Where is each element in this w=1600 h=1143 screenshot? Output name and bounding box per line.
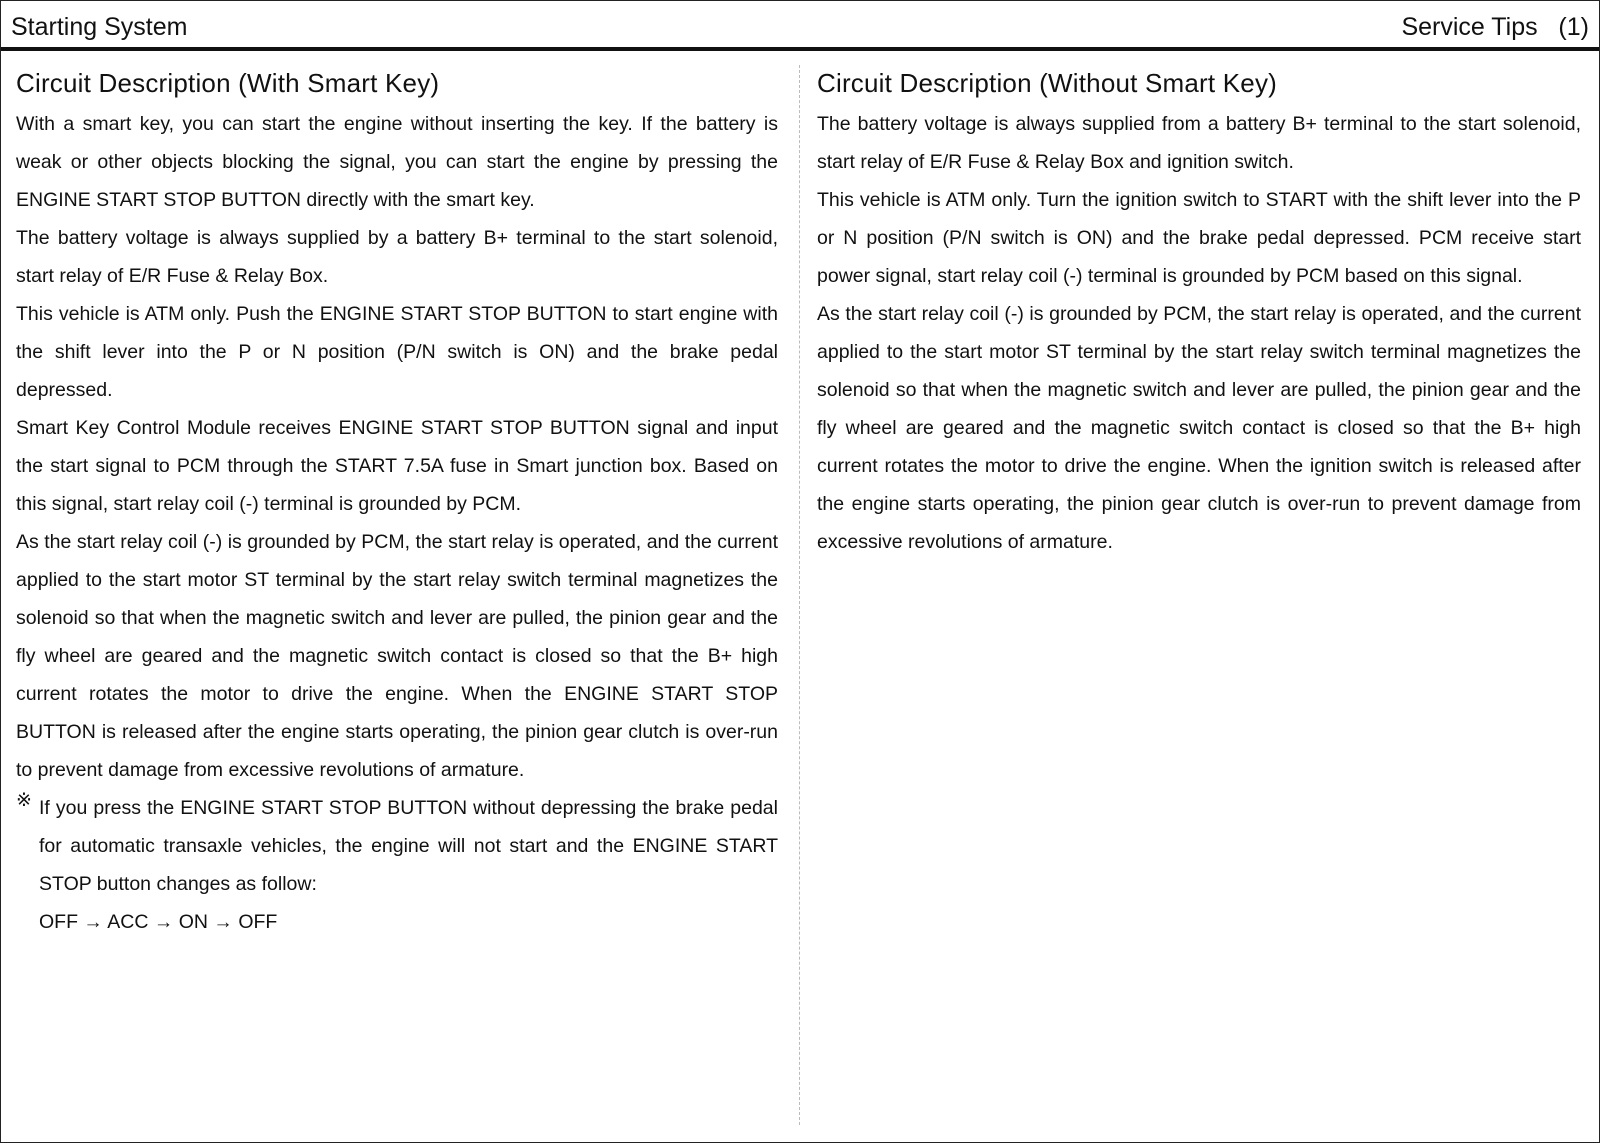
page-header <box>1 1 1599 51</box>
paragraph: The battery voltage is always supplied from a battery B+ terminal to the start solenoid, start relay of E/R Fuse & Relay Box and ignition switch. <box>817 113 1581 173</box>
button-state-sequence: OFF → ACC → ON → OFF <box>39 911 278 933</box>
paragraph: This vehicle is ATM only. Push the ENGINE START STOP BUTTON to start engine with the shift lever into the P or N position (P/N switch is ON) and the brake pedal depressed. <box>16 303 778 401</box>
page-label: Service Tips (1) <box>1401 13 1589 41</box>
paragraph: The battery voltage is always supplied by a battery B+ terminal to the start solenoid, start relay of E/R Fuse & Relay Box. <box>16 227 778 287</box>
right-column-heading: Circuit Description (Without Smart Key) <box>817 68 1278 98</box>
reference-mark-icon: ※ <box>16 790 32 811</box>
section-title: Starting System <box>11 13 188 41</box>
paragraph: This vehicle is ATM only. Turn the ignition switch to START with the shift lever into the P or N position (P/N switch is ON) and the brake pedal depressed. PCM receive start power signal, start relay coil (-) terminal is grounded by PCM based on this signal. <box>817 189 1581 287</box>
note-block <box>16 789 778 903</box>
column-divider <box>799 65 800 1125</box>
paragraph: With a smart key, you can start the engine without inserting the key. If the battery is weak or other objects blocking the signal, you can start the engine by pressing the ENGINE START STOP BUTTON directly with the smart key. <box>16 113 778 211</box>
right-column <box>817 65 1581 561</box>
paragraph: As the start relay coil (-) is grounded by PCM, the start relay is operated, and the current applied to the start motor ST terminal by the start relay switch terminal magnetizes the solenoid so that when the magnetic switch and lever are pulled, the pinion gear and the fly wheel are geared and the magnetic switch contact is closed so that the B+ high current rotates the motor to drive the engine. When the ignition switch is released after the engine starts operating, the pinion gear clutch is over-run to prevent damage from excessive revolutions of armature. <box>817 303 1581 553</box>
note-text: If you press the ENGINE START STOP BUTTON without depressing the brake pedal for automatic transaxle vehicles, the engine will not start and the ENGINE START STOP button changes as follow: <box>39 797 778 895</box>
left-column-heading: Circuit Description (With Smart Key) <box>16 68 440 98</box>
paragraph: Smart Key Control Module receives ENGINE START STOP BUTTON signal and input the start signal to PCM through the START 7.5A fuse in Smart junction box. Based on this signal, start relay coil (-) terminal is grounded by PCM. <box>16 417 778 515</box>
left-column <box>16 65 778 941</box>
paragraph: As the start relay coil (-) is grounded by PCM, the start relay is operated, and the current applied to the start motor ST terminal by the start relay switch terminal magnetizes the solenoid so that when the magnetic switch and lever are pulled, the pinion gear and the fly wheel are geared and the magnetic switch contact is closed so that the B+ high current rotates the motor to drive the engine. When the ENGINE START STOP BUTTON is released after the engine starts operating, the pinion gear clutch is over-run to prevent damage from excessive revolutions of armature. <box>16 531 778 781</box>
